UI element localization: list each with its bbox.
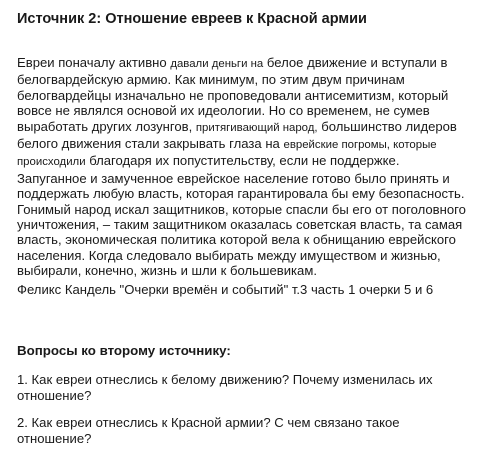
text-segment: уничтожения, – таким защитником оказалась советская власть, та самая bbox=[17, 217, 463, 233]
text-segment: поддержать любую власть, которая гарантировала бы ему безопасность. bbox=[17, 186, 465, 202]
question-1 bbox=[17, 372, 433, 403]
text-line bbox=[17, 55, 487, 72]
text-line bbox=[17, 88, 487, 103]
text-line bbox=[17, 103, 487, 118]
source-title: Источник 2: Отношение евреев к Красной армии bbox=[17, 11, 367, 27]
text-segment: давали деньги на bbox=[170, 58, 264, 70]
text-segment: белого движения стали закрывать глаза на bbox=[17, 136, 284, 152]
text-segment: белогвардейскую армию. Как минимум, по этим двум причинам bbox=[17, 72, 405, 88]
text-line bbox=[17, 248, 487, 263]
citation: Феликс Кандель "Очерки времён и событий" т.3 часть 1 очерки 5 и 6 bbox=[17, 282, 434, 297]
text-line bbox=[17, 217, 487, 232]
text-segment: происходили bbox=[17, 156, 86, 169]
text-segment: белое движение и вступали в bbox=[263, 55, 448, 70]
text-segment: выработать других лозунгов, bbox=[17, 118, 196, 134]
text-line bbox=[17, 171, 487, 186]
text-line bbox=[17, 119, 487, 136]
text-line bbox=[17, 263, 487, 278]
question-1-line-2: отношение? bbox=[17, 387, 92, 403]
text-segment: вовсе не являлся основой их идеологии. Но со временем, не сумев bbox=[17, 103, 430, 119]
text-segment: Гонимый народ искал защитников, которые спасли бы его от поголовного bbox=[17, 201, 466, 217]
text-segment: белогвардейцы изначально не проповедовали антисемитизм, который bbox=[17, 87, 449, 103]
questions-heading: Вопросы ко второму источнику: bbox=[17, 343, 231, 358]
text-segment: власть, экономическая политика которой вела к обнищанию еврейского bbox=[17, 232, 456, 248]
text-line bbox=[17, 232, 487, 247]
question-2 bbox=[17, 415, 400, 446]
source-text bbox=[17, 55, 487, 279]
text-segment: выбирали, конечно, жизнь и шли к большевикам. bbox=[17, 263, 317, 279]
text-segment: Запуганное и замученное еврейское население готово было принять и bbox=[17, 170, 450, 186]
text-line bbox=[17, 136, 487, 153]
text-segment: притягивающий народ, bbox=[195, 121, 318, 134]
text-line bbox=[17, 202, 487, 217]
text-line bbox=[17, 186, 487, 201]
text-segment: еврейские погромы, которые bbox=[283, 139, 437, 152]
text-segment: населения. Когда следовало выбирать между имуществом и жизнью, bbox=[17, 247, 441, 263]
text-line bbox=[17, 72, 487, 87]
question-2-line-2: отношение? bbox=[17, 430, 92, 446]
text-segment: большинство лидеров bbox=[317, 118, 457, 134]
question-1-line-1: 1. Как евреи отнеслись к белому движению? Почему изменилась их bbox=[17, 372, 433, 387]
text-segment: Евреи поначалу активно bbox=[17, 55, 171, 70]
question-2-line-1: 2. Как евреи отнеслись к Красной армии? С чем связано такое bbox=[17, 415, 400, 430]
text-segment: благодаря их попустительству, если не поддержке. bbox=[85, 153, 400, 169]
text-line bbox=[17, 153, 487, 170]
